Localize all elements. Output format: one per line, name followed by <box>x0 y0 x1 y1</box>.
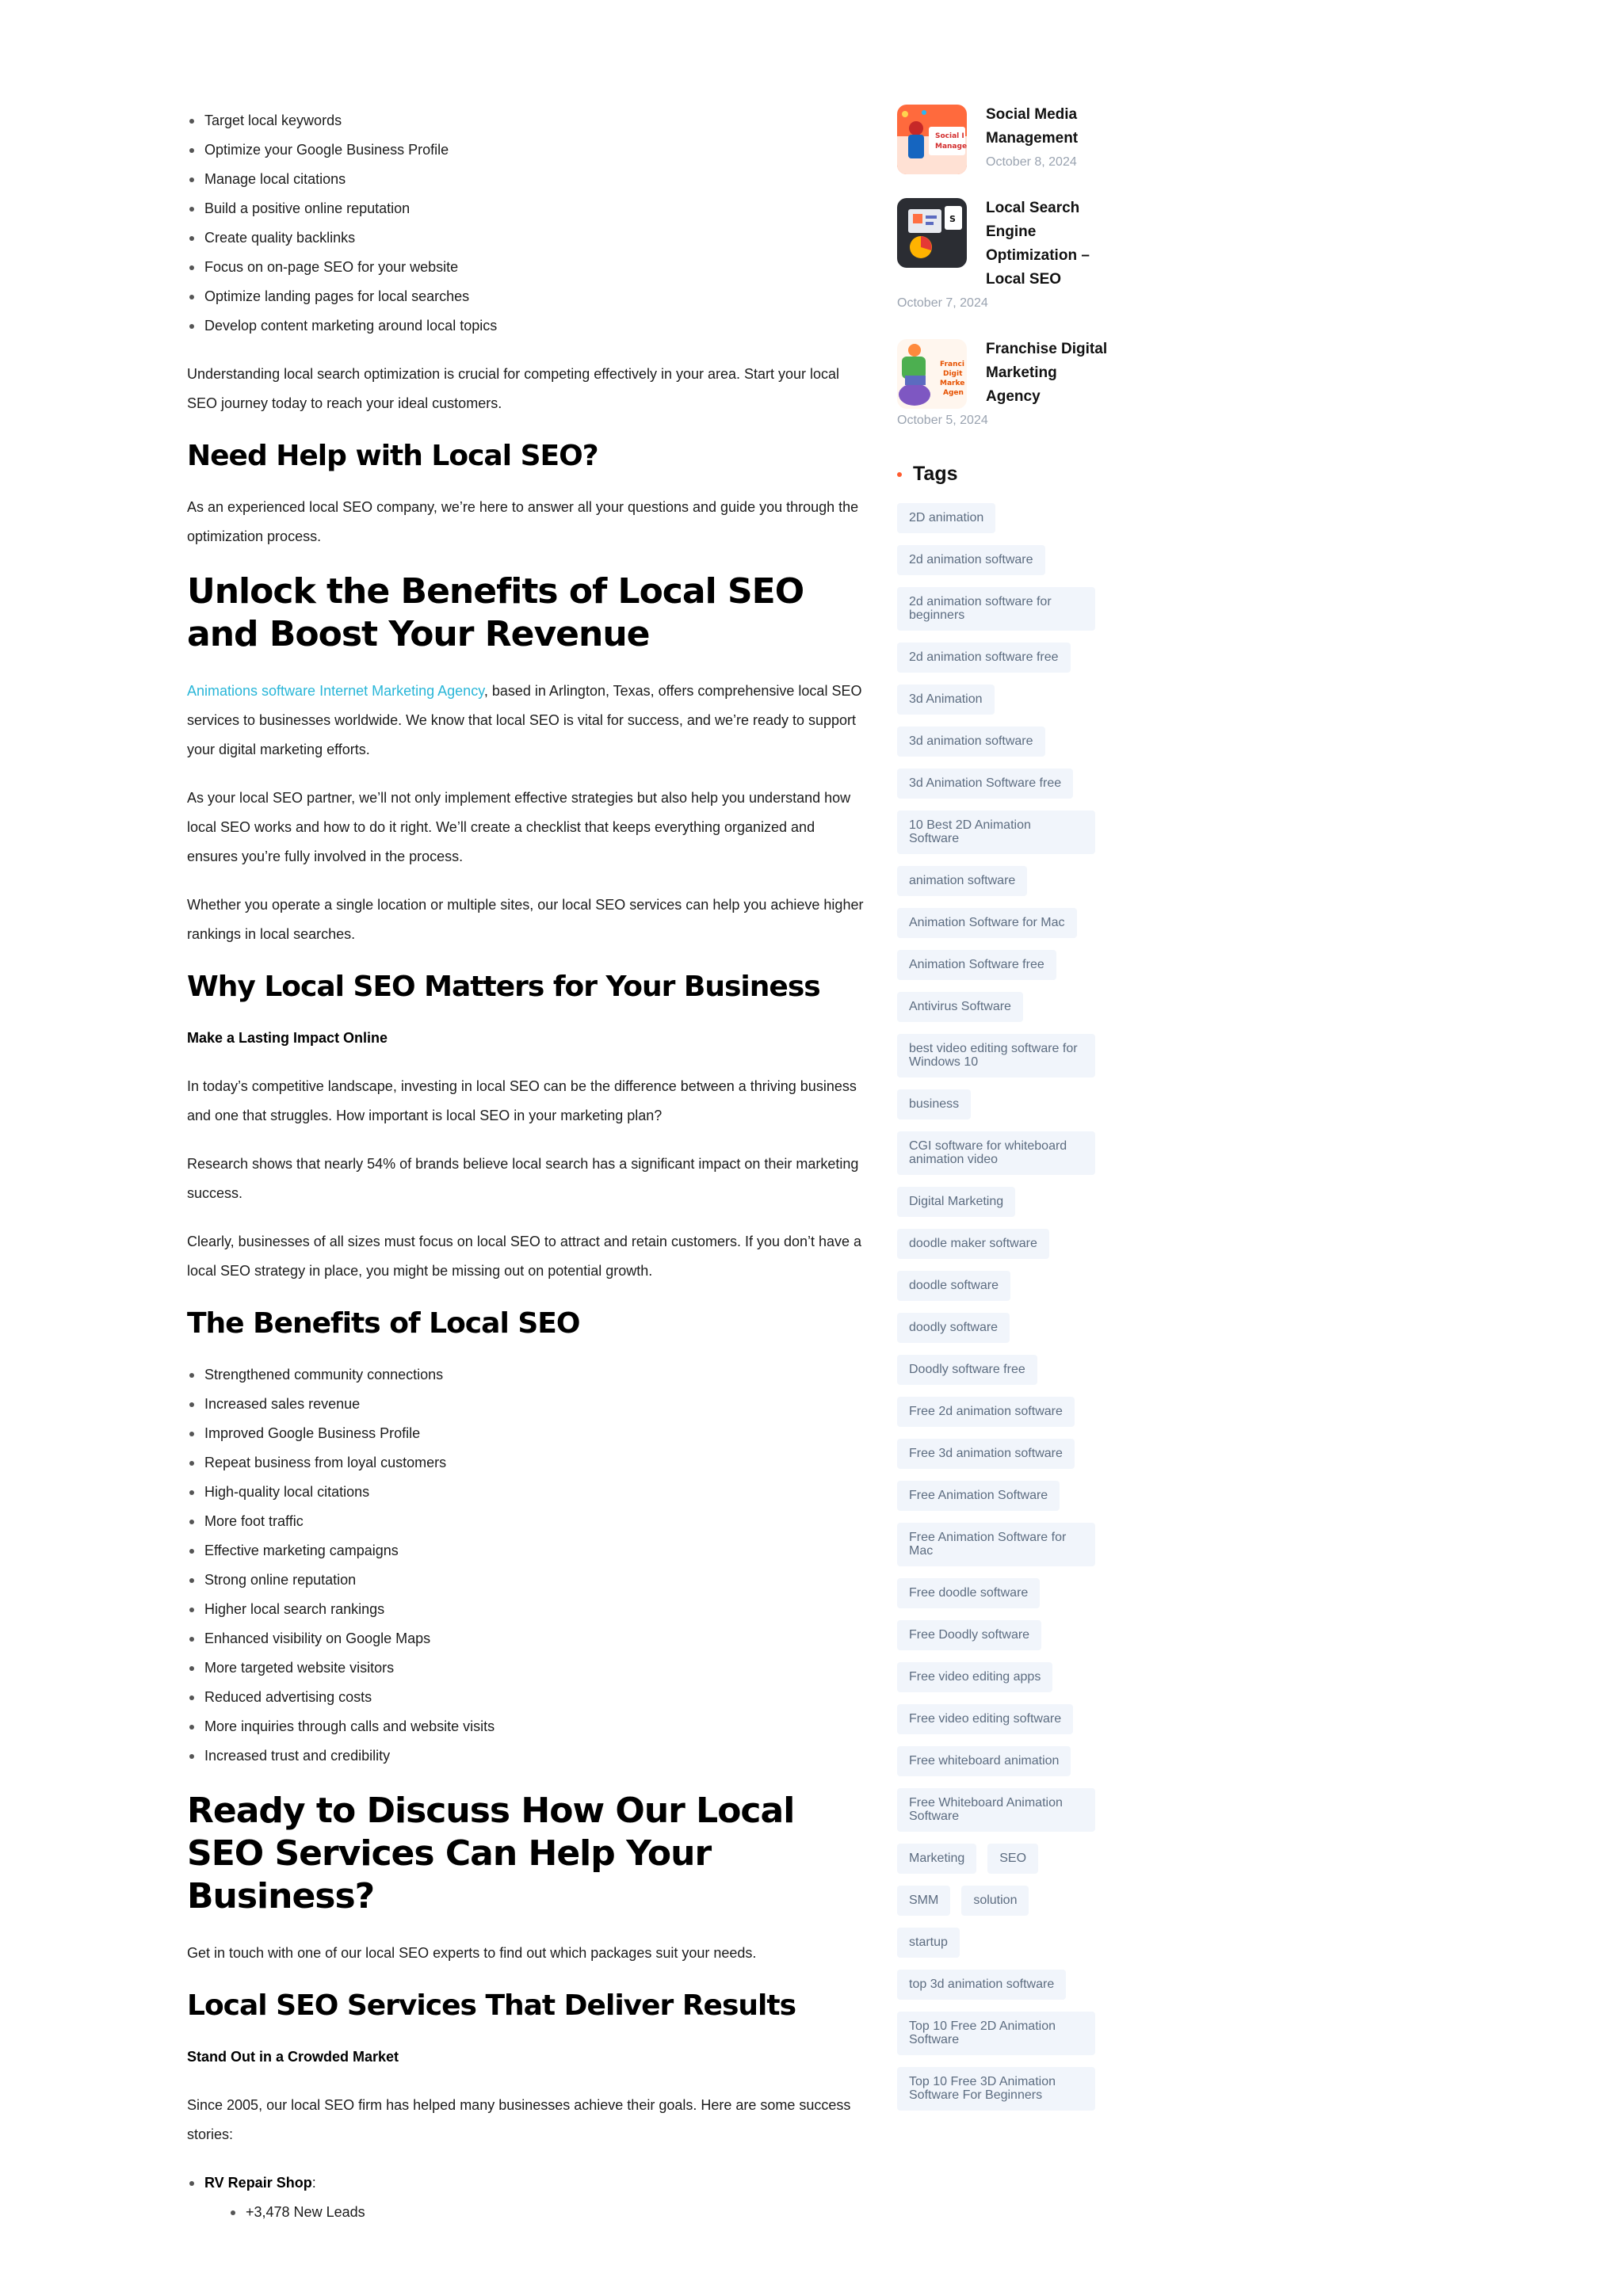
list-item: Optimize your Google Business Profile <box>187 135 869 165</box>
post-date: October 5, 2024 <box>897 414 988 427</box>
list-item: High-quality local citations <box>187 1478 869 1507</box>
tag-link[interactable]: Antivirus Software <box>897 992 1023 1022</box>
local-seo-thumbnail-image <box>897 198 967 268</box>
top-bullet-list <box>187 106 869 341</box>
tag-link[interactable]: SMM <box>897 1886 950 1916</box>
paragraph-understanding: Understanding local search optimization is crucial for competing effectively in your area. Start your local SEO journey today to reach your ideal customers. <box>187 366 840 411</box>
tag-link[interactable]: 10 Best 2D Animation Software <box>897 810 1095 854</box>
svg-text:S: S <box>949 214 956 224</box>
list-item: Enhanced visibility on Google Maps <box>187 1624 869 1653</box>
recent-post-social-media[interactable] <box>897 103 1111 174</box>
paragraph-research: Research shows that nearly 54% of brands believe local search has a significant impact on their marketing success. <box>187 1156 859 1201</box>
tag-link[interactable]: solution <box>961 1886 1029 1916</box>
list-item: Increased trust and credibility <box>187 1741 869 1771</box>
article-content <box>187 106 869 2246</box>
tag-link[interactable]: business <box>897 1089 971 1119</box>
list-item: Increased sales revenue <box>187 1390 869 1419</box>
subheading-lasting-impact: Make a Lasting Impact Online <box>187 1030 388 1046</box>
svg-text:Agen: Agen <box>943 389 964 397</box>
post-title[interactable]: Franchise Digital Marketing Agency <box>986 341 1108 405</box>
tag-link[interactable]: 2d animation software free <box>897 643 1071 673</box>
tag-link[interactable]: doodly software <box>897 1313 1010 1343</box>
post-date: October 8, 2024 <box>986 155 1077 169</box>
tag-link[interactable]: top 3d animation software <box>897 1970 1066 2000</box>
list-item: Focus on on-page SEO for your website <box>187 253 869 282</box>
tag-link[interactable]: Free 3d animation software <box>897 1439 1075 1469</box>
case-study-results <box>228 2198 869 2227</box>
case-study-name: RV Repair Shop <box>204 2175 312 2191</box>
tag-link[interactable]: Animation Software for Mac <box>897 908 1077 938</box>
case-study-colon: : <box>311 2175 316 2191</box>
paragraph-clearly: Clearly, businesses of all sizes must focus on local SEO to attract and retain customers. If you don’t have a local SEO strategy in place, you might be missing out on potential growth. <box>187 1234 862 1279</box>
recent-post-local-seo[interactable] <box>897 196 1111 315</box>
svg-text:Marke: Marke <box>940 379 965 387</box>
list-item: More foot traffic <box>187 1507 869 1536</box>
tags-heading <box>897 463 1111 486</box>
post-title[interactable]: Local Search Engine Optimization – Local SEO <box>986 200 1090 288</box>
list-item: Higher local search rankings <box>187 1595 869 1624</box>
tag-link[interactable]: startup <box>897 1928 960 1958</box>
tag-link[interactable]: Free 2d animation software <box>897 1397 1075 1427</box>
tag-link[interactable]: SEO <box>987 1844 1038 1874</box>
benefits-list <box>187 1360 869 1771</box>
paragraph-today: In today’s competitive landscape, investing in local SEO can be the difference between a thriving business and one that struggles. How important is local SEO in your marketing plan? <box>187 1078 857 1123</box>
tag-link[interactable]: Free doodle software <box>897 1578 1040 1608</box>
heading-benefits: The Benefits of Local SEO <box>187 1307 580 1340</box>
tag-link[interactable]: Marketing <box>897 1844 976 1874</box>
tag-link[interactable]: Free Doodly software <box>897 1620 1041 1650</box>
list-item: Target local keywords <box>187 106 869 135</box>
tag-link[interactable]: Free video editing software <box>897 1704 1073 1734</box>
social-media-thumbnail-image <box>897 105 967 174</box>
list-item: More inquiries through calls and website visits <box>187 1712 869 1741</box>
list-item: Develop content marketing around local topics <box>187 311 869 341</box>
list-item: Reduced advertising costs <box>187 1683 869 1712</box>
tag-link[interactable]: 2D animation <box>897 503 995 533</box>
heading-unlock-benefits: Unlock the Benefits of Local SEO and Boost Your Revenue <box>187 571 804 654</box>
paragraph-whether: Whether you operate a single location or multiple sites, our local SEO services can help you achieve higher rankings in local searches. <box>187 897 864 942</box>
tag-link[interactable]: 3d Animation Software free <box>897 769 1073 799</box>
svg-text:Franci: Franci <box>940 360 964 368</box>
tag-link[interactable]: Top 10 Free 2D Animation Software <box>897 2012 1095 2055</box>
post-date: October 7, 2024 <box>897 296 988 310</box>
tag-link[interactable]: best video editing software for Windows 10 <box>897 1034 1095 1077</box>
list-item: Strong online reputation <box>187 1566 869 1595</box>
tag-link[interactable]: Animation Software free <box>897 950 1056 980</box>
paragraph-experienced: As an experienced local SEO company, we’re here to answer all your questions and guide you through the optimization process. <box>187 499 859 544</box>
list-item: Strengthened community connections <box>187 1360 869 1390</box>
list-item: Create quality backlinks <box>187 223 869 253</box>
post-thumbnail[interactable] <box>897 105 967 174</box>
list-item <box>187 2168 869 2227</box>
recent-post-franchise[interactable] <box>897 338 1111 433</box>
tag-link[interactable]: Free video editing apps <box>897 1662 1052 1692</box>
list-item: Build a positive online reputation <box>187 194 869 223</box>
list-item: Optimize landing pages for local searches <box>187 282 869 311</box>
tag-link[interactable]: animation software <box>897 866 1027 896</box>
list-item: Repeat business from loyal customers <box>187 1448 869 1478</box>
tag-link[interactable]: 2d animation software <box>897 545 1045 575</box>
svg-text:Manage: Manage <box>935 143 967 151</box>
tag-link[interactable]: doodle maker software <box>897 1229 1049 1259</box>
tag-link[interactable]: 3d Animation <box>897 685 995 715</box>
bullet-dot-icon <box>897 472 902 477</box>
paragraph-since-2005: Since 2005, our local SEO firm has helped many businesses achieve their goals. Here are some success stories: <box>187 2097 851 2142</box>
tag-link[interactable]: CGI software for whiteboard animation video <box>897 1131 1095 1175</box>
tag-link[interactable]: Free Animation Software for Mac <box>897 1523 1095 1566</box>
tag-link[interactable]: 3d animation software <box>897 727 1045 757</box>
agency-link[interactable]: Animations software Internet Marketing Agency <box>187 683 484 699</box>
list-item: +3,478 New Leads <box>228 2198 869 2227</box>
heading-deliver-results: Local SEO Services That Deliver Results <box>187 1989 796 2022</box>
tag-link[interactable]: Doodly software free <box>897 1355 1037 1385</box>
paragraph-get-in-touch: Get in touch with one of our local SEO experts to find out which packages suit your needs. <box>187 1945 757 1961</box>
paragraph-agency <box>187 677 869 765</box>
post-title[interactable]: Social Media Management <box>986 106 1079 147</box>
franchise-thumbnail-image <box>897 339 967 409</box>
list-item: Manage local citations <box>187 165 869 194</box>
list-item: Improved Google Business Profile <box>187 1419 869 1448</box>
tag-link[interactable]: Top 10 Free 3D Animation Software For Beginners <box>897 2067 1095 2111</box>
tag-link[interactable]: Free whiteboard animation <box>897 1746 1071 1776</box>
agency-text: , based in Arlington, Texas, offers comprehensive local SEO services to businesses worldwide. We know that local SEO is vital for success, and we’re ready to support your digital marketing efforts. <box>187 683 862 757</box>
tag-cloud <box>897 503 1106 2122</box>
post-thumbnail[interactable] <box>897 339 967 409</box>
post-thumbnail[interactable] <box>897 198 967 268</box>
heading-ready-to-discuss: Ready to Discuss How Our Local SEO Services Can Help Your Business? <box>187 1791 795 1917</box>
list-item: More targeted website visitors <box>187 1653 869 1683</box>
case-study-list <box>187 2168 869 2227</box>
tag-link[interactable]: Digital Marketing <box>897 1187 1015 1217</box>
tag-link[interactable]: Free Animation Software <box>897 1481 1060 1511</box>
sidebar <box>897 103 1111 2122</box>
svg-text:Digit: Digit <box>943 370 963 378</box>
list-item: Effective marketing campaigns <box>187 1536 869 1566</box>
heading-why-local-seo: Why Local SEO Matters for Your Business <box>187 971 820 1003</box>
tags-title: Tags <box>913 463 958 485</box>
tag-link[interactable]: 2d animation software for beginners <box>897 587 1095 631</box>
subheading-stand-out: Stand Out in a Crowded Market <box>187 2049 399 2065</box>
paragraph-partner: As your local SEO partner, we’ll not only implement effective strategies but also help you understand how local SEO works and how to do it right. We’ll create a checklist that keeps everything organized and ensures you’re fully involved in the process. <box>187 790 851 864</box>
tag-link[interactable]: doodle software <box>897 1271 1010 1301</box>
svg-text:Social I: Social I <box>935 132 964 140</box>
tag-link[interactable]: Free Whiteboard Animation Software <box>897 1788 1095 1832</box>
heading-need-help: Need Help with Local SEO? <box>187 440 598 472</box>
